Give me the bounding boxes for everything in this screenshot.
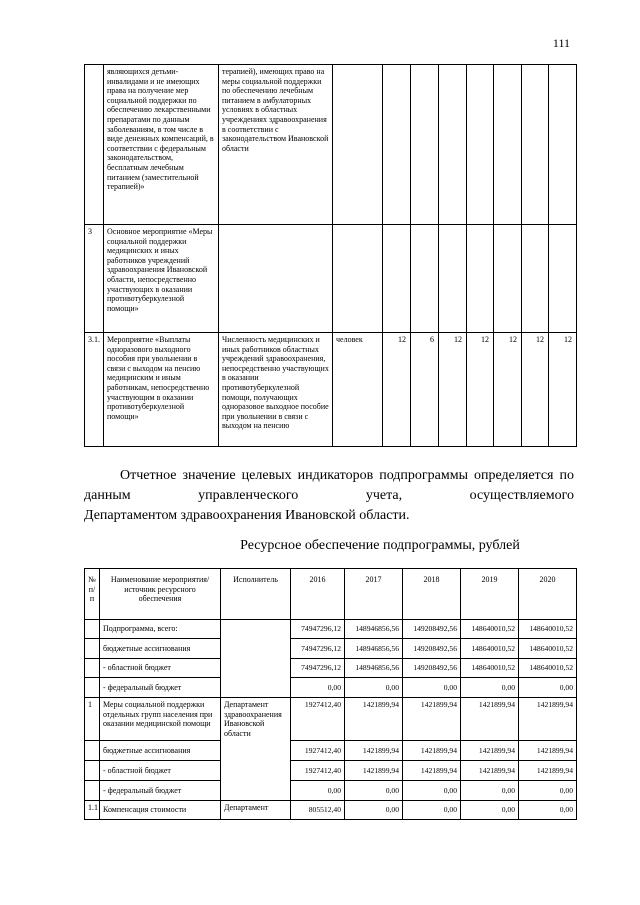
resource-table: [84, 568, 577, 820]
amount-cell: 0,00: [345, 678, 403, 698]
amount-cell: 74947296,12: [291, 659, 345, 678]
table-row: [85, 659, 577, 678]
column-header-year: 2018: [403, 569, 461, 620]
table-row: [85, 678, 577, 698]
amount-cell: 0,00: [461, 800, 519, 819]
table-row: [85, 780, 577, 800]
amount-cell: 148640010,52: [461, 659, 519, 678]
item-name-cell: - областной бюджет: [100, 659, 221, 678]
unit-cell: человек: [333, 333, 383, 447]
page-number: 111: [552, 36, 570, 50]
header-row: [85, 569, 577, 620]
amount-cell: 0,00: [519, 780, 577, 800]
amount-cell: 148640010,52: [461, 620, 519, 639]
executor-cell: [221, 639, 291, 659]
value-cell: 12: [494, 333, 522, 447]
amount-cell: 149208492,56: [403, 639, 461, 659]
value-cell: 12: [549, 333, 577, 447]
row-number-cell: [85, 740, 100, 760]
value-cell: 12: [383, 333, 411, 447]
row-number-cell: [85, 780, 100, 800]
indicator-name-cell: Численность медицинских и иных работников областных учреждений здравоохранения, непосредственно участвующих в оказании противотуберкулезной помощи, получающих одноразовое выходное пособие при увольнении в связи с выходом на пенсию: [219, 333, 333, 447]
value-cell: 12: [522, 333, 549, 447]
item-name-cell: Компенсация стоимости: [100, 800, 221, 819]
column-header-num: № п/п: [85, 569, 100, 620]
amount-cell: 1421899,94: [403, 698, 461, 741]
amount-cell: 74947296,12: [291, 639, 345, 659]
amount-cell: 1421899,94: [519, 740, 577, 760]
amount-cell: 148946856,56: [345, 639, 403, 659]
amount-cell: 1421899,94: [519, 760, 577, 780]
paragraph-line: Департаментом здравоохранения Ивановской области.: [84, 508, 410, 523]
amount-cell: 0,00: [345, 800, 403, 819]
column-header-year: 2020: [519, 569, 577, 620]
amount-cell: 0,00: [345, 780, 403, 800]
table-row: [85, 620, 577, 639]
executor-cell: Департамент: [221, 800, 291, 819]
amount-cell: 1421899,94: [345, 740, 403, 760]
item-name-cell: - областной бюджет: [100, 760, 221, 780]
indicator-note-paragraph: [84, 466, 574, 526]
amount-cell: 1421899,94: [519, 698, 577, 741]
table-row: [85, 800, 577, 819]
amount-cell: 1421899,94: [461, 760, 519, 780]
amount-cell: 148640010,52: [461, 639, 519, 659]
table-row: [85, 225, 577, 333]
item-name-cell: - федеральный бюджет: [100, 678, 221, 698]
section-heading: Ресурсное обеспечение подпрограммы, рублей: [240, 538, 520, 553]
indicator-table: [84, 64, 577, 447]
amount-cell: 148640010,52: [519, 639, 577, 659]
amount-cell: 0,00: [403, 800, 461, 819]
amount-cell: 0,00: [291, 678, 345, 698]
row-number-cell: 3: [85, 225, 104, 333]
row-number-cell: 1.1: [85, 800, 100, 819]
executor-cell: [221, 780, 291, 800]
column-header-year: 2019: [461, 569, 519, 620]
amount-cell: 0,00: [403, 780, 461, 800]
amount-cell: 1421899,94: [461, 740, 519, 760]
amount-cell: 0,00: [519, 800, 577, 819]
column-header-name: Наименование мероприятия/источник ресурсного обеспечения: [100, 569, 221, 620]
event-name-cell: Основное мероприятие «Меры социальной поддержки медицинских и иных работников учреждений здравоохранения Ивановской области, непосредственно участвующих в оказании противотуберкулезной помощи»: [104, 225, 219, 333]
value-cell: 12: [439, 333, 467, 447]
row-number-cell: [85, 678, 100, 698]
indicator-name-cell: терапией), имеющих право на меры социальной поддержки по обеспечению лечебным питанием в амбулаторных условиях в областных учреждениях здравоохранения в соответствии с законодательством Ивановской области: [219, 65, 333, 225]
amount-cell: 1927412,40: [291, 760, 345, 780]
amount-cell: 1927412,40: [291, 740, 345, 760]
item-name-cell: - федеральный бюджет: [100, 780, 221, 800]
amount-cell: 1421899,94: [461, 698, 519, 741]
table-row: [85, 639, 577, 659]
event-name-cell: являющихся детьми-инвалидами и не имеющих права на получение мер социальной поддержки по обеспечению лекарственными препаратами по данным заболеваниям, в том числе в виде денежных компенсаций, в соответствии с федеральным законодательством, бесплатным лечебным питанием (заместительной терапией)»: [104, 65, 219, 225]
amount-cell: 0,00: [461, 780, 519, 800]
event-name-cell: Мероприятие «Выплаты одноразового выходного пособия при увольнении в связи с выходом на пенсию медицинским и иным работникам, непосредственно участвующим в оказании противотуберкулезной помощи»: [104, 333, 219, 447]
column-header-year: 2016: [291, 569, 345, 620]
executor-cell: Департамент здравоохранения Ивановской области: [221, 698, 291, 741]
amount-cell: 74947296,12: [291, 620, 345, 639]
value-cell: 6: [411, 333, 439, 447]
column-header-executor: Исполнитель: [221, 569, 291, 620]
amount-cell: 0,00: [519, 678, 577, 698]
row-number-cell: 1: [85, 698, 100, 741]
item-name-cell: Меры социальной поддержки отдельных групп населения при оказании медицинской помощи: [100, 698, 221, 741]
item-name-cell: Подпрограмма, всего:: [100, 620, 221, 639]
amount-cell: 1421899,94: [345, 698, 403, 741]
paragraph-line: Отчетное значение целевых индикаторов подпрограммы определяется по данным управленческого учета, осуществляемого: [84, 468, 574, 503]
row-number-cell: [85, 659, 100, 678]
amount-cell: 0,00: [461, 678, 519, 698]
executor-cell: [221, 678, 291, 698]
amount-cell: 1421899,94: [403, 760, 461, 780]
amount-cell: 1421899,94: [403, 740, 461, 760]
table-row: [85, 740, 577, 760]
row-number-cell: [85, 65, 104, 225]
row-number-cell: 3.1.: [85, 333, 104, 447]
row-number-cell: [85, 760, 100, 780]
row-number-cell: [85, 620, 100, 639]
amount-cell: 148640010,52: [519, 620, 577, 639]
amount-cell: 148640010,52: [519, 659, 577, 678]
table-row: [85, 333, 577, 447]
amount-cell: 149208492,56: [403, 620, 461, 639]
row-number-cell: [85, 639, 100, 659]
amount-cell: 148946856,56: [345, 620, 403, 639]
amount-cell: 1927412,40: [291, 698, 345, 741]
executor-cell: [221, 620, 291, 639]
table-row: [85, 698, 577, 741]
table-row: [85, 65, 577, 225]
item-name-cell: бюджетные ассигнования: [100, 740, 221, 760]
table-row: [85, 760, 577, 780]
amount-cell: 149208492,56: [403, 659, 461, 678]
executor-cell: [221, 659, 291, 678]
item-name-cell: бюджетные ассигнования: [100, 639, 221, 659]
executor-cell: [221, 740, 291, 760]
amount-cell: 148946856,56: [345, 659, 403, 678]
value-cell: 12: [467, 333, 494, 447]
amount-cell: 1421899,94: [345, 760, 403, 780]
amount-cell: 0,00: [403, 678, 461, 698]
amount-cell: 0,00: [291, 780, 345, 800]
column-header-year: 2017: [345, 569, 403, 620]
executor-cell: [221, 760, 291, 780]
amount-cell: 805512,40: [291, 800, 345, 819]
